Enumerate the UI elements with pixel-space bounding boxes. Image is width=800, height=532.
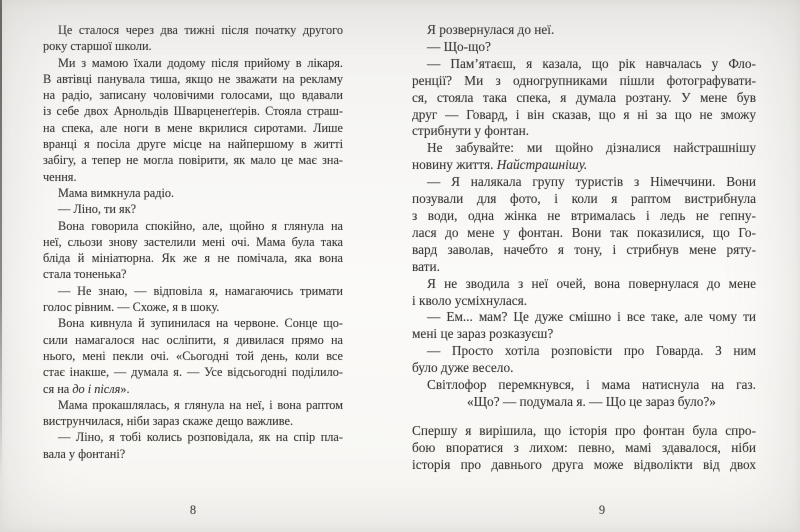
text-segment: «Що? — подумала я. — Що це зараз було?» [467,393,716,409]
text-line [43,185,343,201]
paragraph [43,218,343,283]
text-segment: історія про давнього друга може відволікти від двох [412,456,756,472]
text-segment: новину життя. [412,157,497,173]
page-number: 8 [189,503,197,517]
text-line [43,136,343,152]
text-line [43,201,343,217]
page-number: 9 [598,503,606,517]
paragraph [412,39,756,56]
text-segment: і кволо усміхнулася. [412,292,528,308]
text-line [412,107,756,124]
text-segment: ». [120,381,130,396]
text-line [412,360,756,377]
text-line [43,364,343,380]
text-line [412,377,756,394]
text-segment: стрибнути у фонтан. [412,123,530,139]
text-line [412,457,756,474]
text-line [412,39,756,56]
paragraph [43,185,343,201]
paragraph [412,140,756,174]
text-segment: — Ліно, ти як? [58,202,137,217]
text-segment: Це сталося через два тижні після початку другого [58,23,343,37]
text-segment: Вона кивнула й зупинилася на червоне. Сонце що- [58,316,343,331]
text-segment: мені це зараз розказуєш? [412,326,554,342]
paragraph [412,276,756,310]
text-line [412,90,756,107]
text-segment: ся на [43,381,73,396]
text-line [412,440,756,457]
text-line [43,103,343,119]
page-text [43,22,343,462]
text-segment: Світлофор перемкнувся, і мама натиснула на газ. [427,377,756,393]
text-line [412,423,756,440]
text-segment: виструнчилася, ніби зараз скаже дещо важливе. [43,414,294,429]
text-segment: — Ем... мам? Це дуже смішно і все таке, але чому ти [427,309,756,325]
text-line [43,446,343,462]
paragraph [412,22,756,39]
text-line [43,87,343,103]
paragraph [43,315,343,396]
text-line [43,234,343,250]
text-line [43,397,343,413]
text-line [412,73,756,90]
paragraph [412,377,756,394]
paragraph [43,283,343,316]
paragraph [43,429,343,462]
text-segment: з води, одна жінка не втрималась і ледь не гепну- [412,207,756,223]
text-segment: бою впоратися з лихом: певно, мамі здавалося, ніби [412,439,756,455]
page-text [412,22,756,474]
text-segment: неї, сльози знову застелили мені очі. Мама була така [43,234,343,249]
paragraph [43,201,343,217]
text-line [412,343,756,360]
italic-text: Найстрашнішу. [496,157,588,173]
text-line [43,348,343,364]
text-segment: було дуже весело. [412,360,514,376]
text-line [43,332,343,348]
text-segment: — Просто хотіла розповісти про Говарда. З ним [427,343,756,359]
text-line [43,266,343,282]
text-segment: Вона говорила спокійно, але, щойно я глянула на [58,218,343,233]
text-segment: Спершу я вирішила, що історія про фонтан була спро- [412,422,756,438]
text-line [412,259,756,276]
text-line [43,38,343,54]
text-segment: ся, стояла така спека, я думала розтану. У мене був [412,89,756,105]
text-segment: стала тоненька? [43,267,127,282]
text-line [43,22,343,38]
text-segment: бліда й мініатюрна. Як же я не помічала, яка вона [43,251,343,266]
text-line [43,283,343,299]
page-left [43,22,343,522]
text-line [412,22,756,39]
text-line [412,157,756,174]
text-line [43,315,343,331]
text-line [412,191,756,208]
text-segment: Не забувайте: ми щойно дізналися найстрашнішу [427,140,756,156]
text-segment: позували для фото, і коли я раптом вистрибнула [412,191,756,207]
text-segment: стає інакше, — думала я. — Усе відсьогодні поділило- [43,365,343,380]
paragraph [43,55,343,185]
paragraph [412,394,756,411]
paragraph [412,423,756,474]
text-line [412,225,756,242]
text-segment: із себе двох Арнольдів Шварценеґґерів. Стояла страш- [43,104,343,119]
text-segment: — Ліно, я тобі колись розповідала, як на спір пла- [58,430,343,445]
text-line [412,174,756,191]
paragraph [412,174,756,275]
text-line [43,169,343,185]
text-segment: — Пам’ятаєш, я казала, що рік навчалась у Фло- [427,55,756,71]
text-segment: нього, мені пекли очі. «Сьогодні той день, коли все [43,348,343,363]
text-segment: вранці я посіла друге місце на найпершому в житті [43,137,343,152]
text-segment: на спека, але ноги в мене вкрилися сиротами. Лише [43,120,343,135]
page-right [412,22,756,522]
text-segment: — Я налякала групу туристів з Німеччини. Вони [427,174,756,190]
text-segment: Я розвернулася до неї. [427,22,555,37]
paragraph [43,397,343,430]
text-line [43,71,343,87]
text-segment: Мама прокашлялась, я глянула на неї, і вона раптом [58,397,343,412]
text-line [412,56,756,73]
text-segment: вати. [412,258,440,274]
text-segment: — Не знаю, — відповіла я, намагаючись тримати [58,283,343,298]
text-line [43,152,343,168]
text-line [412,123,756,140]
text-segment: року старшої школи. [43,39,152,54]
text-line [43,55,343,71]
text-line [412,326,756,343]
text-segment: Я не зводила з неї очей, вона повернулася до мене [427,275,756,291]
text-line [43,429,343,445]
text-segment: — Що-що? [427,38,491,54]
text-segment: чення. [43,169,77,184]
text-segment: вала у фонтані? [43,446,126,461]
text-line [412,309,756,326]
text-line [43,218,343,234]
text-segment: на радіо, записану чоловічими голосами, що вдавали [43,88,343,103]
text-segment: голос рівним. — Схоже, я в шоку. [43,300,220,315]
text-segment: вард заволав, начебто я тону, і стрибнув мене ряту- [412,241,756,257]
italic-text: до і після [72,381,121,396]
text-line [43,120,343,136]
text-line [43,381,343,397]
text-line [412,140,756,157]
paragraph [412,343,756,377]
paragraph [43,22,343,55]
text-line [412,276,756,293]
text-segment: Ми з мамою їхали додому після прийому в лікаря. [58,55,343,70]
paragraph [412,309,756,343]
text-line [412,208,756,225]
text-segment: лася до мене у фонтан. Вони так показилися, що Го- [412,224,756,240]
text-line [43,250,343,266]
book-edge-line [0,0,2,532]
paragraph [412,56,756,141]
text-segment: сили намагалося нас осліпити, я дивилася прямо на [43,332,343,347]
text-line [412,242,756,259]
text-line [43,413,343,429]
text-line [412,293,756,310]
text-segment: забігу, а тепер не могла повірити, як мало це має зна- [43,153,343,168]
text-line [43,299,343,315]
text-segment: В автівці панувала тиша, якщо не зважати на рекламу [43,71,343,86]
text-line [412,394,756,411]
text-segment: ренції? Ми з одногрупниками пішли фотографувати- [412,72,756,88]
text-segment: Мама вимкнула радіо. [58,185,175,200]
text-segment: друг — Говард, і він сказав, що я ні за що не зможу [412,106,756,122]
